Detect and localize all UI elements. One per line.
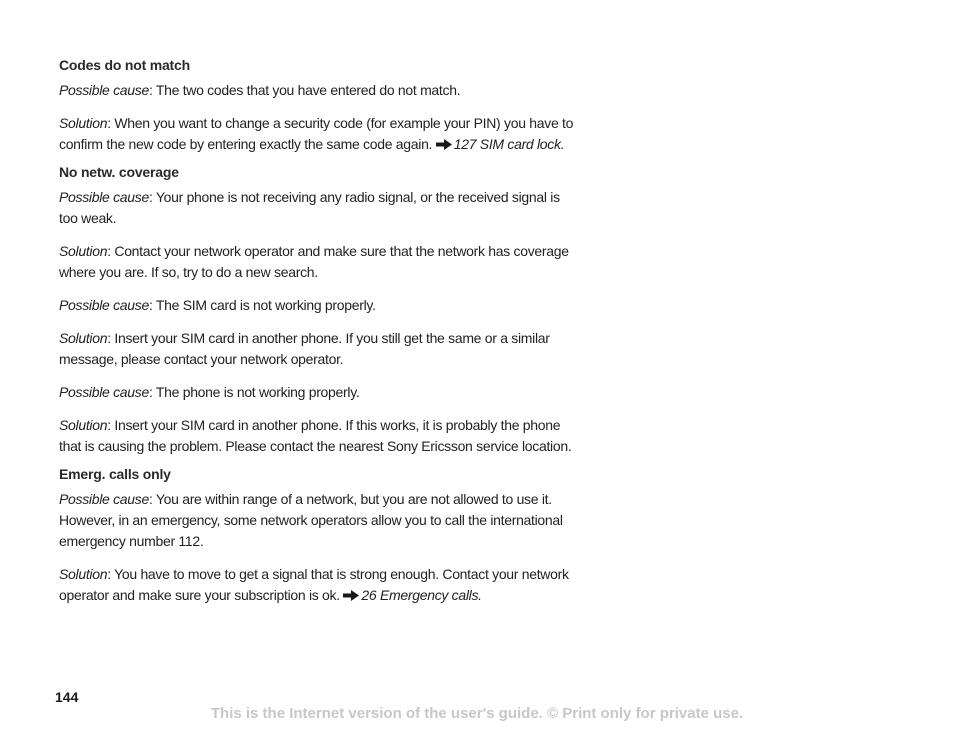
paragraph-text: : The SIM card is not working properly.	[148, 297, 376, 313]
paragraph	[59, 382, 579, 403]
paragraph-text: : You are within range of a network, but you are not allowed to use it. However, in an emergency, some network operators allow you to call the international emergency number 112.	[59, 491, 563, 549]
paragraph-label: Solution	[59, 115, 108, 131]
paragraph	[59, 113, 579, 155]
paragraph-text: : Contact your network operator and make sure that the network has coverage where you are. If so, try to do a new search.	[59, 243, 569, 280]
paragraph-text: : Insert your SIM card in another phone. If you still get the same or a similar message, please contact your network operator.	[59, 330, 550, 367]
paragraph-text: : Your phone is not receiving any radio signal, or the received signal is too weak.	[59, 189, 560, 226]
paragraph-label: Solution	[59, 566, 108, 582]
arrow-right-icon	[436, 139, 452, 150]
footer-notice: This is the Internet version of the user's guide. © Print only for private use.	[210, 705, 744, 722]
paragraph-text: : When you want to change a security code (for example your PIN) you have to confirm the new code by entering exactly the same code again.	[59, 115, 574, 152]
paragraph-label: Possible cause	[59, 297, 149, 313]
section-heading: Codes do not match	[59, 57, 190, 73]
paragraph	[59, 187, 579, 229]
cross-reference-link[interactable]: 26 Emergency calls.	[361, 587, 482, 603]
paragraph-text: : The two codes that you have entered do not match.	[148, 82, 461, 98]
section-codes-do-not-match	[59, 55, 579, 155]
paragraph	[59, 80, 579, 101]
paragraph	[59, 564, 579, 606]
paragraph	[59, 295, 579, 316]
paragraph	[59, 415, 579, 457]
paragraph-label: Solution	[59, 243, 108, 259]
paragraph-text: : You have to move to get a signal that is strong enough. Contact your network operator and make sure your subscription is ok.	[59, 566, 569, 603]
paragraph-label: Possible cause	[59, 82, 149, 98]
paragraph-label: Solution	[59, 417, 108, 433]
section-heading: Emerg. calls only	[59, 466, 171, 482]
section-no-network-coverage	[59, 162, 579, 457]
paragraph	[59, 241, 579, 283]
document-body	[59, 55, 579, 618]
section-heading: No netw. coverage	[59, 164, 179, 180]
page-number: 144	[55, 689, 79, 705]
paragraph	[59, 328, 579, 370]
paragraph-label: Possible cause	[59, 384, 149, 400]
paragraph-label: Possible cause	[59, 491, 149, 507]
cross-reference-link[interactable]: 127 SIM card lock.	[453, 136, 565, 152]
paragraph	[59, 489, 579, 552]
paragraph-text: : Insert your SIM card in another phone. If this works, it is probably the phone that is causing the problem. Please contact the nearest Sony Ericsson service location.	[59, 417, 572, 454]
arrow-right-icon	[343, 590, 359, 601]
section-emergency-calls-only	[59, 464, 579, 606]
paragraph-label: Solution	[59, 330, 108, 346]
paragraph-text: : The phone is not working properly.	[148, 384, 360, 400]
paragraph-label: Possible cause	[59, 189, 149, 205]
